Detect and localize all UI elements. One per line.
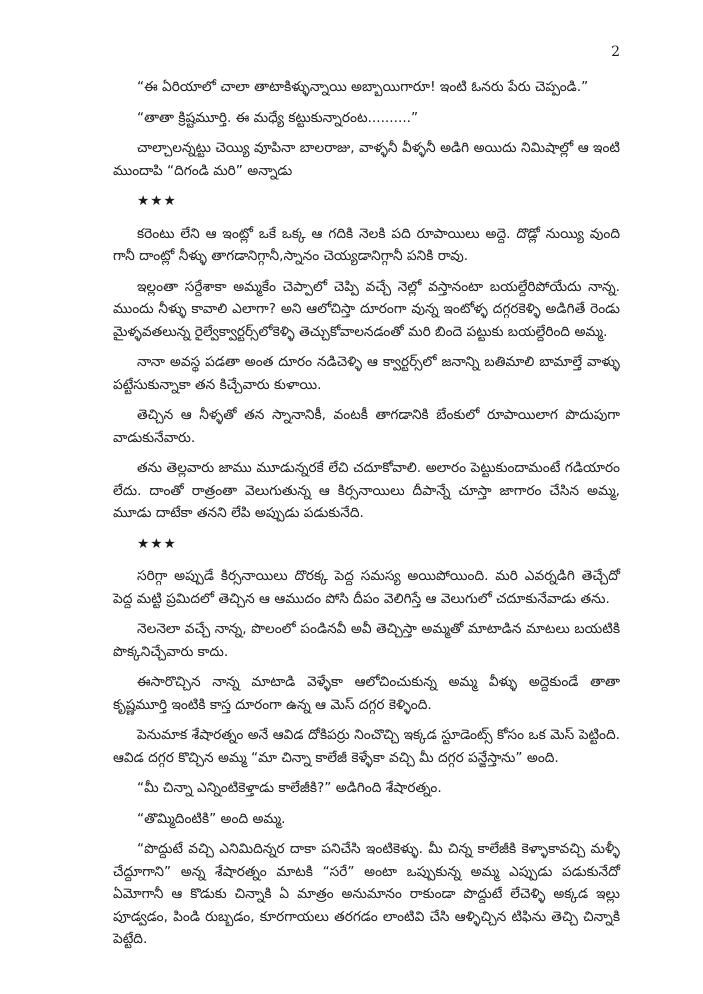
paragraph: నానా అవస్థ పడతా అంత దూరం నడిచెళ్ళి ఆ క్వార్టర్స్‌లో జనాన్ని బతిమాలి బామాల్తే వాళ్ళు పట్టేసుకున్నాకా తన కిచ్చేవారు కుళాయి. <box>113 354 620 393</box>
page-number: 2 <box>611 44 620 60</box>
paragraph: “తాతా క్రిష్టమూర్తి. ఈ మధ్యే కట్టుకున్నారంట..........” <box>137 109 419 126</box>
paragraph: ఈసారొచ్చిన నాన్న మాటాడి వెళ్ళేకా ఆలోచించుకున్న అమ్మ వీళ్ళు అద్దెకుండే తాతా కృష్ణమూర్తి ఇంటికి కాస్త దూరంగా ఉన్న ఆ మెస్ దగ్గర కెళ్ళింది. <box>113 674 620 713</box>
section-break-stars: ★★★ <box>137 193 177 209</box>
paragraph: తెచ్చిన ఆ నీళ్ళతో తన స్నానానికీ, వంటకీ తాగడానికి బేంకులో రూపాయిలాగ పొదుపుగా వాడుకునేవారు. <box>113 407 620 446</box>
paragraph: ఇల్లంతా సర్దేశాకా అమ్మకేం చెప్పాలో చెప్పి వచ్చే నెల్లో వస్తానంటా బయల్దేరిపోయేదు నాన్న. ముందు నీళ్ళు కావాలి ఎలాగా? అని ఆలోచిస్తా దూరంగా వున్న ఇంటోళ్ళ దగ్గరకెళ్ళి అడిగితే రెండు మైళ్ళవతలున్న రైల్వేక్వార్టర్స్‌లోకెళ్ళి తెచ్చుకోవాలనడంతో మరి బిందె పట్టుకు బయల్దేరింది అమ్మ. <box>113 278 620 340</box>
paragraph: “ఈ ఏరియాలో చాలా తాటాకిళ్ళున్నాయి అబ్బాయిగారూ! ఇంటి ఓనరు పేరు చెప్పండి.” <box>137 79 589 95</box>
paragraph: “మీ చిన్నా ఎన్నింటికెళ్తాడు కాలేజీకి?” అడిగింది శేషారత్నం. <box>137 780 442 796</box>
paragraph: చాల్చాలన్నట్టు చెయ్యి వూపినా బాలరాజు, వాళ్ళనీ వీళ్ళనీ అడిగి అయిదు నిమిషాల్లో ఆ ఇంటి ముందాపి “దిగండి మరి” అన్నాడు <box>113 140 620 179</box>
paragraph: తను తెల్లవారు జాము మూడున్నరకే లేచి చదూకోవాలి. అలారం పెట్టుకుందామంటే గడియారం లేదు. దాంతో రాత్రంతా వెలుగుతున్న ఆ కిర్సనాయిలు దీపాన్నే చూస్తా జాగారం చేసిన అమ్మ, మూడు దాటేకా తనని లేపి అప్పుడు పడుకునేది. <box>113 460 620 521</box>
paragraph: “పొద్దుటే వచ్చి ఎనిమిదిన్నర దాకా పనిచేసి ఇంటికెళ్ళు. మీ చిన్న కాలేజీకి కెళ్ళాకావచ్చి మళ్ళీ చేద్దూగాని” అన్న శేషారత్నం మాటకి “సరే” అంటా ఒప్పుకున్న అమ్మ ఎప్పుడు పడుకునేదో ఏమోగానీ ఆ కొడుకు చిన్నాకి ఏ మాత్రం అనుమానం రాకుండా పొద్దుటే లేచెళ్ళి అక్కడ ఇల్లు పూడ్వడం, పిండి రుబ్బడం, కూరగాయలు తరగడం లాంటివి చేసి ఆళ్ళిచ్చిన టిఫిను తెచ్చి చిన్నాకి పెట్టేది. <box>113 841 620 947</box>
body-text <box>113 76 620 951</box>
section-break-stars: ★★★ <box>137 535 177 552</box>
paragraph: కరెంటు లేని ఆ ఇంట్లో ఒకే ఒక్క ఆ గదికి నెలకి పది రూపాయిలు అద్దె. దొడ్లో నుయ్యి వుంది గానీ దాంట్లో నీళ్ళు తాగడానిగ్గానీ,స్నానం చెయ్యడానిగ్గానీ పనికి రావు. <box>113 225 620 264</box>
paragraph: నెలనెలా వచ్చే నాన్న, పొలంలో పండినవీ అవీ తెచ్చిస్తా అమ్మతో మాటాడిన మాటలు బయటికి పొక్కనిచ్చేవారు కాదు. <box>113 621 620 660</box>
paragraph: “తొమ్మిదింటికి” అంది అమ్మ. <box>137 810 286 827</box>
paragraph: పెనుమాక శేషారత్నం అనే ఆవిడ దోకిపర్రు నించొచ్చి ఇక్కడ స్టూడెంట్స్ కోసం ఒక మెస్ పెట్టింది. ఆవిడ దగ్గర కొచ్చిన అమ్మ “మా చిన్నా కాలేజీ కెళ్ళేకా వచ్చి మీ దగ్గర పన్జేస్తాను” అంది. <box>113 727 620 766</box>
paragraph: సరిగ్గా అప్పుడే కిర్సనాయిలు దొరక్క పెద్ద సమస్య అయిపోయింది. మరి ఎవర్నడిగి తెచ్చేదో పెద్ద మట్టి ప్రమిదలో తెచ్చిన ఆ ఆముదం పోసి దీపం వెలిగిస్తే ఆ వెలుగులో చదూకునేవాడు తను. <box>113 568 620 607</box>
